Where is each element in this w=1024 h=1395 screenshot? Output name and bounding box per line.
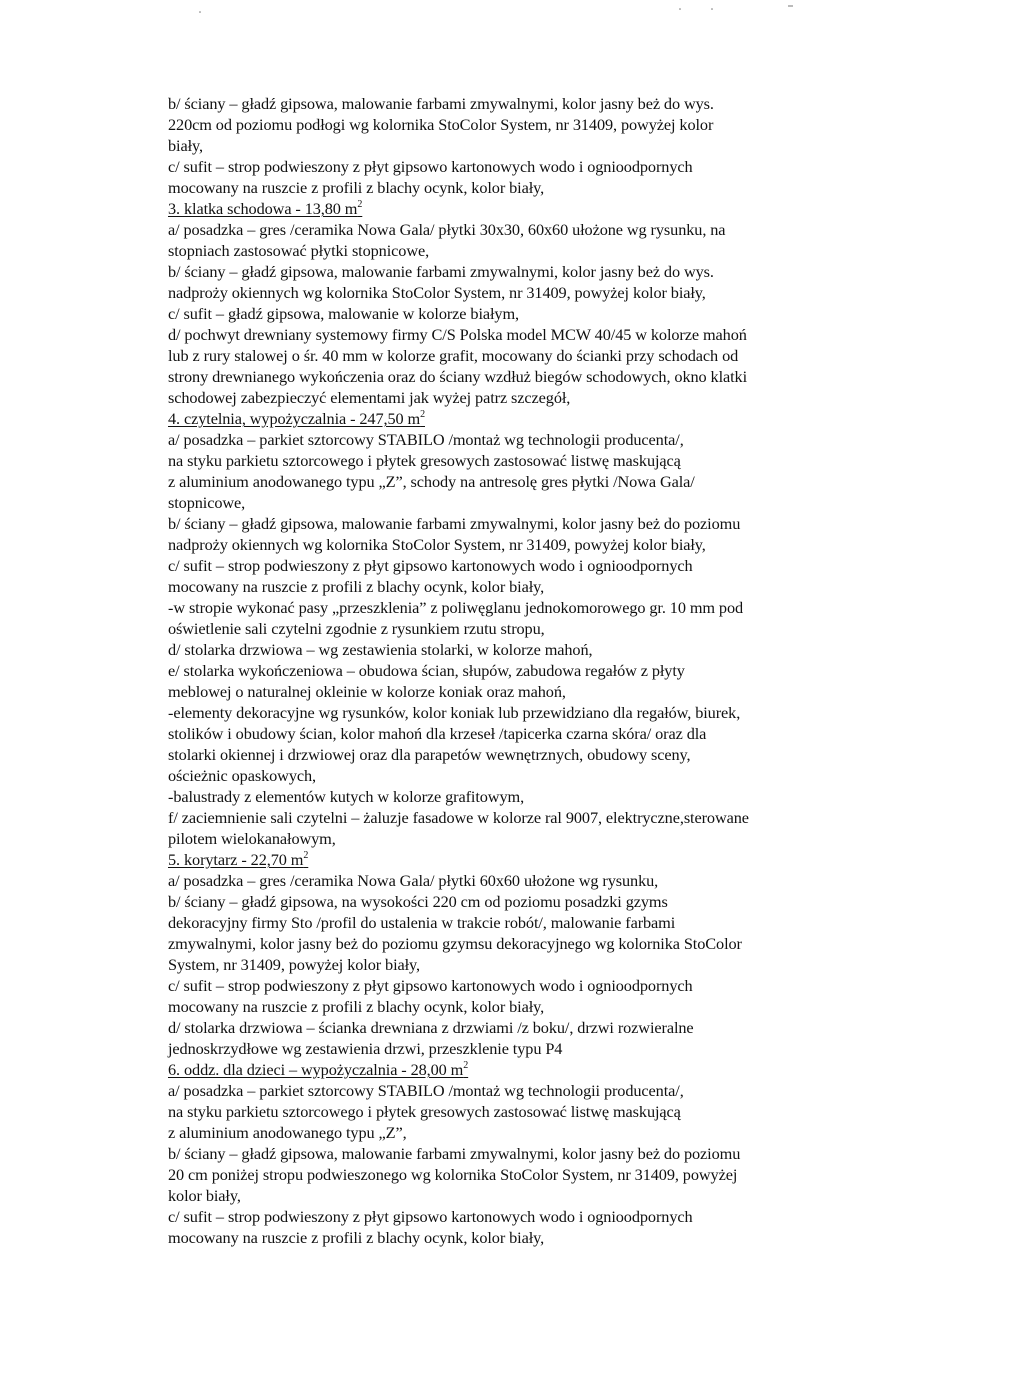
text-line: [168, 828, 888, 849]
text-line: [168, 912, 888, 933]
text-line-content: c/ sufit – strop podwieszony z płyt gipsowo kartonowych wodo i ognioodpornych: [168, 976, 693, 995]
text-line-content: strony drewnianego wykończenia oraz do ściany wzdłuż biegów schodowych, okno klatki: [168, 367, 748, 386]
section-heading-text: 5. korytarz - 22,70 m: [168, 850, 304, 869]
area-unit-exponent: 2: [357, 199, 363, 210]
text-line: [168, 450, 888, 471]
text-line: [168, 261, 888, 282]
text-line-content: zmywalnymi, kolor jasny beż do poziomu gzymsu dekoracyjnego wg kolornika StoColor: [168, 934, 742, 953]
section-heading: [168, 198, 888, 219]
text-line-content: c/ sufit – strop podwieszony z płyt gipsowo kartonowych wodo i ognioodpornych: [168, 1207, 693, 1226]
text-line: [168, 513, 888, 534]
section-heading: [168, 1059, 888, 1080]
text-line: [168, 1206, 888, 1227]
text-line-content: d/ stolarka drzwiowa – wg zestawienia stolarki, w kolorze mahoń,: [168, 640, 593, 659]
text-line-content: a/ posadzka – parkiet sztorcowy STABILO /montaż wg technologii producenta/,: [168, 430, 684, 449]
text-line: [168, 1017, 888, 1038]
text-line-content: f/ zaciemnienie sali czytelni – żaluzje fasadowe w kolorze ral 9007, elektryczne,sterowane: [168, 808, 749, 827]
text-line-content: nadproży okiennych wg kolornika StoColor System, nr 31409, powyżej kolor biały,: [168, 535, 706, 554]
text-line-content: b/ ściany – gładź gipsowa, malowanie farbami zmywalnymi, kolor jasny beż do wys.: [168, 94, 714, 113]
text-line: [168, 1185, 888, 1206]
text-line-content: a/ posadzka – gres /ceramika Nowa Gala/ płytki 60x60 ułożone wg rysunku,: [168, 871, 659, 890]
text-line-content: -w stropie wykonać pasy „przeszklenia” z poliwęglanu jednokomorowego gr. 10 mm pod: [168, 598, 744, 617]
text-line: [168, 135, 888, 156]
text-line: [168, 282, 888, 303]
text-line: [168, 93, 888, 114]
text-line: [168, 1038, 888, 1059]
text-line: [168, 576, 888, 597]
text-line: [168, 975, 888, 996]
area-unit-exponent: 2: [463, 1060, 469, 1071]
section-heading: [168, 408, 888, 429]
text-line-content: nadproży okiennych wg kolornika StoColor System, nr 31409, powyżej kolor biały,: [168, 283, 706, 302]
text-line-content: 220cm od poziomu podłogi wg kolornika StoColor System, nr 31409, powyżej kolor: [168, 115, 714, 134]
text-line: [168, 996, 888, 1017]
text-line: [168, 744, 888, 765]
text-line-content: schodowej zabezpieczyć elementami jak wyżej patrz szczegół,: [168, 388, 571, 407]
text-line-content: mocowany na ruszcie z profili z blachy ocynk, kolor biały,: [168, 178, 545, 197]
text-line-content: stolików i obudowy ścian, kolor mahoń dla krzeseł /tapicerka czarna skóra/ oraz dla: [168, 724, 707, 743]
text-line-content: System, nr 31409, powyżej kolor biały,: [168, 955, 420, 974]
text-line-content: c/ sufit – strop podwieszony z płyt gipsowo kartonowych wodo i ognioodpornych: [168, 157, 693, 176]
section-heading: [168, 849, 888, 870]
text-line: [168, 366, 888, 387]
text-line-content: stolarki okiennej i drzwiowej oraz dla parapetów wewnętrznych, obudowy sceny,: [168, 745, 691, 764]
text-line: [168, 219, 888, 240]
section-heading-text: 4. czytelnia, wypożyczalnia - 247,50 m: [168, 409, 421, 428]
text-line-content: z aluminium anodowanego typu „Z”,: [168, 1123, 407, 1142]
text-line: [168, 723, 888, 744]
text-line: [168, 765, 888, 786]
document-body: [168, 93, 888, 1248]
text-line: [168, 492, 888, 513]
text-line-content: pilotem wielokanałowym,: [168, 829, 336, 848]
text-line: [168, 618, 888, 639]
text-line-content: b/ ściany – gładź gipsowa, malowanie farbami zmywalnymi, kolor jasny beż do poziomu: [168, 514, 741, 533]
text-line-content: ościeżnic opaskowych,: [168, 766, 317, 785]
text-line: [168, 639, 888, 660]
text-line-content: meblowej o naturalnej okleinie w kolorze koniak oraz mahoń,: [168, 682, 566, 701]
text-line: [168, 1101, 888, 1122]
text-line-content: stopnicowe,: [168, 493, 246, 512]
text-line: [168, 786, 888, 807]
area-unit-exponent: 2: [303, 850, 309, 861]
text-line: [168, 345, 888, 366]
text-line: [168, 324, 888, 345]
text-line-content: a/ posadzka – gres /ceramika Nowa Gala/ płytki 30x30, 60x60 ułożone wg rysunku, na: [168, 220, 726, 239]
text-line-content: c/ sufit – gładź gipsowa, malowanie w kolorze białym,: [168, 304, 519, 323]
text-line-content: 20 cm poniżej stropu podwieszonego wg kolornika StoColor System, nr 31409, powyżej: [168, 1165, 738, 1184]
text-line-content: na styku parkietu sztorcowego i płytek gresowych zastosować listwę maskującą: [168, 451, 681, 470]
text-line: [168, 807, 888, 828]
text-line: [168, 1143, 888, 1164]
text-line-content: z aluminium anodowanego typu „Z”, schody na antresolę gres płytki /Nowa Gala/: [168, 472, 695, 491]
text-line-content: kolor biały,: [168, 1186, 241, 1205]
text-line: [168, 660, 888, 681]
text-line: [168, 240, 888, 261]
text-line-content: a/ posadzka – parkiet sztorcowy STABILO /montaż wg technologii producenta/,: [168, 1081, 684, 1100]
text-line: [168, 954, 888, 975]
text-line: [168, 702, 888, 723]
text-line-content: -elementy dekoracyjne wg rysunków, kolor koniak lub przewidziano dla regałów, biurek,: [168, 703, 741, 722]
text-line: [168, 597, 888, 618]
text-line: [168, 429, 888, 450]
text-line: [168, 1080, 888, 1101]
text-line-content: e/ stolarka wykończeniowa – obudowa ścian, słupów, zabudowa regałów z płyty: [168, 661, 685, 680]
text-line-content: jednoskrzydłowe wg zestawienia drzwi, przeszklenie typu P4: [168, 1039, 563, 1058]
area-unit-exponent: 2: [420, 409, 425, 420]
scan-artifact-marks: [0, 0, 1024, 20]
text-line: [168, 1122, 888, 1143]
text-line-content: d/ stolarka drzwiowa – ścianka drewniana z drzwiami /z boku/, drzwi rozwieralne: [168, 1018, 694, 1037]
text-line-content: mocowany na ruszcie z profili z blachy ocynk, kolor biały,: [168, 577, 545, 596]
text-line-content: stopniach zastosować płytki stopnicowe,: [168, 241, 430, 260]
text-line-content: -balustrady z elementów kutych w kolorze grafitowym,: [168, 787, 525, 806]
text-line-content: dekoracyjny firmy Sto /profil do ustalenia w trakcie robót/, malowanie farbami: [168, 913, 676, 932]
text-line: [168, 114, 888, 135]
text-line: [168, 177, 888, 198]
text-line: [168, 1164, 888, 1185]
text-line: [168, 555, 888, 576]
text-line-content: oświetlenie sali czytelni zgodnie z rysunkiem rzutu stropu,: [168, 619, 545, 638]
section-heading-text: 3. klatka schodowa - 13,80 m: [168, 199, 358, 218]
text-line-content: mocowany na ruszcie z profili z blachy ocynk, kolor biały,: [168, 997, 545, 1016]
text-line: [168, 471, 888, 492]
text-line-content: na styku parkietu sztorcowego i płytek gresowych zastosować listwę maskującą: [168, 1102, 681, 1121]
text-line: [168, 870, 888, 891]
text-line-content: b/ ściany – gładź gipsowa, malowanie farbami zmywalnymi, kolor jasny beż do poziomu: [168, 1144, 741, 1163]
text-line: [168, 891, 888, 912]
text-line-content: d/ pochwyt drewniany systemowy firmy C/S Polska model MCW 40/45 w kolorze mahoń: [168, 325, 747, 344]
text-line-content: b/ ściany – gładź gipsowa, na wysokości 220 cm od poziomu posadzki gzyms: [168, 892, 668, 911]
text-line-content: biały,: [168, 136, 203, 155]
text-line: [168, 534, 888, 555]
text-line: [168, 156, 888, 177]
text-line: [168, 387, 888, 408]
text-line-content: lub z rury stalowej o śr. 40 mm w kolorze grafit, mocowany do ścianki przy schodach od: [168, 346, 739, 365]
text-line: [168, 681, 888, 702]
text-line: [168, 933, 888, 954]
text-line: [168, 1227, 888, 1248]
text-line-content: b/ ściany – gładź gipsowa, malowanie farbami zmywalnymi, kolor jasny beż do wys.: [168, 262, 714, 281]
text-line-content: c/ sufit – strop podwieszony z płyt gipsowo kartonowych wodo i ognioodpornych: [168, 556, 693, 575]
section-heading-text: 6. oddz. dla dzieci – wypożyczalnia - 28,00 m: [168, 1060, 464, 1079]
text-line: [168, 303, 888, 324]
text-line-content: mocowany na ruszcie z profili z blachy ocynk, kolor biały,: [168, 1228, 545, 1247]
